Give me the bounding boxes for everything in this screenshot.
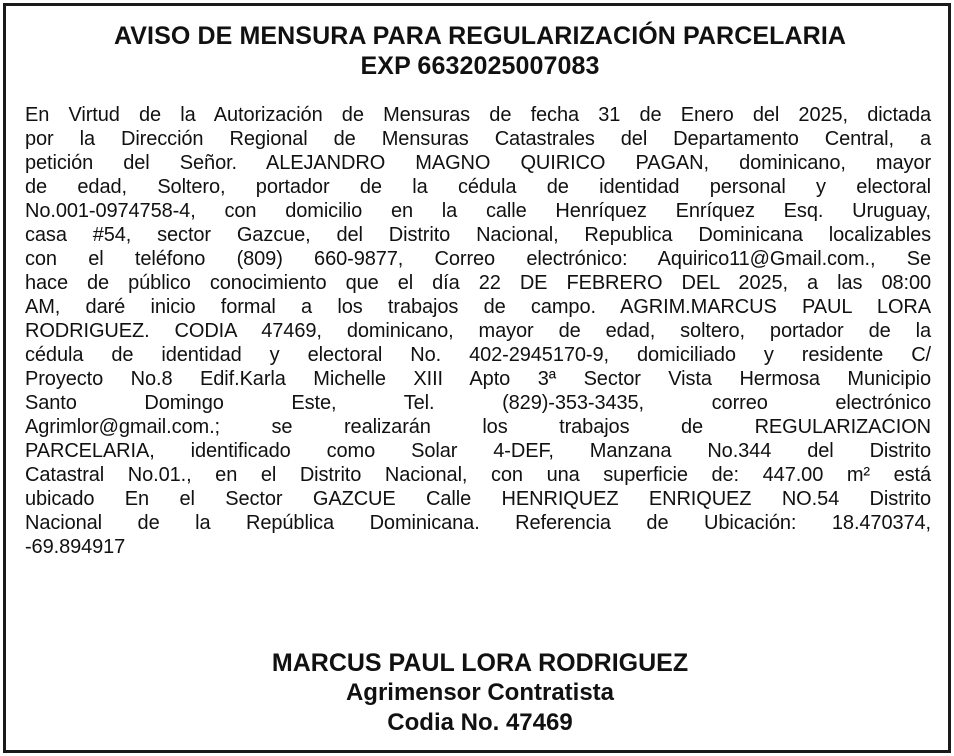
body-line: Nacional de la República Dominicana. Referencia de Ubicación: 18.470374, [25,512,931,534]
body-line: por la Dirección Regional de Mensuras Catastrales del Departamento Central, a [25,128,931,150]
body-line: casa #54, sector Gazcue, del Distrito Nacional, Republica Dominicana localizables [25,224,931,246]
body-line: petición del Señor. ALEJANDRO MAGNO QUIRICO PAGAN, dominicano, mayor [25,152,931,174]
body-line: AM, daré inicio formal a los trabajos de campo. AGRIM.MARCUS PAUL LORA [25,296,931,318]
body-line: -69.894917 [25,536,126,558]
signature-name: MARCUS PAUL LORA RODRIGUEZ [271,649,689,677]
body-line: PARCELARIA, identificado como Solar 4-DEF, Manzana No.344 del Distrito [25,440,931,462]
body-line: En Virtud de la Autorización de Mensuras de fecha 31 de Enero del 2025, dictada [25,104,931,126]
notice-body [25,103,931,559]
body-line: Agrimlor@gmail.com.; se realizarán los trabajos de REGULARIZACION [25,416,931,438]
body-line: cédula de identidad y electoral No. 402-2945170-9, domiciliado y residente C/ [25,344,931,366]
body-line: ubicado En el Sector GAZCUE Calle HENRIQUEZ ENRIQUEZ NO.54 Distrito [25,488,931,510]
body-line: hace de público conocimiento que el día 22 DE FEBRERO DEL 2025, a las 08:00 [25,272,931,294]
body-line: RODRIGUEZ. CODIA 47469, dominicano, mayor de edad, soltero, portador de la [25,320,931,342]
signature-role: Agrimensor Contratista [345,679,615,706]
notice-frame [3,3,951,753]
body-line: Catastral No.01., en el Distrito Nacional, con una superficie de: 447.00 m² está [25,464,931,486]
notice-title: AVISO DE MENSURA PARA REGULARIZACIÓN PARCELARIA [113,22,847,50]
body-line: con el teléfono (809) 660-9877, Correo electrónico: Aquirico11@Gmail.com., Se [25,248,931,270]
signature-codia: Codia No. 47469 [387,709,573,736]
body-line: Santo Domingo Este, Tel. (829)-353-3435, correo electrónico [25,392,931,414]
body-line: Proyecto No.8 Edif.Karla Michelle XIII Apto 3ª Sector Vista Hermosa Municipio [25,368,931,390]
body-line: de edad, Soltero, portador de la cédula de identidad personal y electoral [25,176,931,198]
body-line: No.001-0974758-4, con domicilio en la calle Henríquez Enríquez Esq. Uruguay, [25,200,931,222]
expedient-number: EXP 6632025007083 [360,52,600,80]
